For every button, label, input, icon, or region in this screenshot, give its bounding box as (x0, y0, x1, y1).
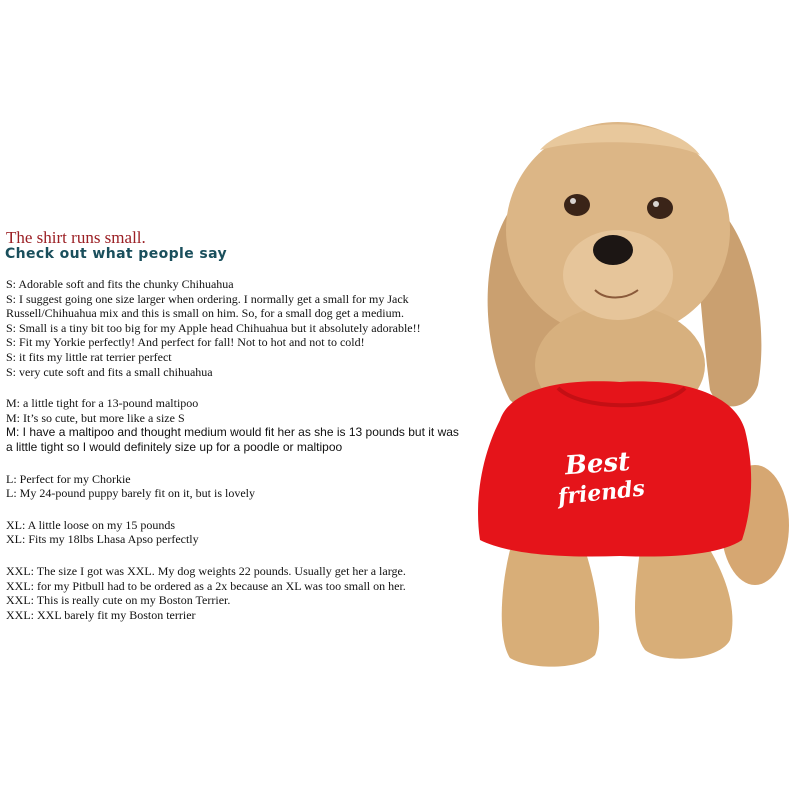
review-line: M: a little tight for a 13-pound maltipoo (6, 396, 199, 411)
dog-eye-highlight (653, 201, 659, 207)
review-line: XXL: XXL barely fit my Boston terrier (6, 607, 196, 622)
review-line: XXL: This is really cute on my Boston Terrier. (6, 593, 231, 608)
shirt-text-best: Best (563, 446, 632, 482)
review-line: L: Perfect for my Chorkie (6, 471, 131, 486)
shirt-text-friends: friends (556, 475, 647, 511)
dog-right-eye (647, 197, 673, 219)
review-line: S: Adorable soft and fits the chunky Chihuahua (6, 277, 234, 291)
review-line: a little tight so I would definitely size up for a poodle or maltipoo (6, 439, 343, 454)
review-line: S: very cute soft and fits a small chihuahua (6, 364, 213, 379)
reviews-list (6, 277, 494, 639)
dog-left-eye (564, 194, 590, 216)
review-line: XXL: for my Pitbull had to be ordered as a 2x because an XL was too small on her. (6, 578, 406, 593)
review-line: S: Small is a tiny bit too big for my Apple head Chihuahua but it absolutely adorable!! (6, 320, 421, 335)
review-line: M: I have a maltipoo and thought medium would fit her as she is 13 pounds but it was (6, 425, 459, 440)
review-line: L: My 24-pound puppy barely fit on it, but is lovely (6, 486, 255, 501)
review-line: M: It’s so cute, but more like a size S (6, 410, 185, 425)
subhead: Check out what people say (5, 246, 228, 262)
review-line: XL: Fits my 18lbs Lhasa Apso perfectly (6, 532, 199, 547)
review-line: S: it fits my little rat terrier perfect (6, 349, 172, 364)
review-line: XXL: The size I got was XXL. My dog weights 22 pounds. Usually get her a large. (6, 563, 406, 578)
review-group-xxl (6, 564, 494, 622)
review-group-l (6, 472, 494, 501)
dog-illustration (470, 110, 800, 690)
review-line: XL: A little loose on my 15 pounds (6, 517, 176, 532)
review-line: Russell/Chihuahua mix and this is small on him. So, for a small dog get a medium. (6, 306, 404, 321)
dog-left-front-leg (502, 550, 599, 667)
review-group-s (6, 277, 494, 379)
review-group-m (6, 396, 494, 454)
dog-nose (593, 235, 633, 265)
dog-photo (470, 110, 800, 690)
review-line: S: I suggest going one size larger when ordering. I normally get a small for my Jack (6, 291, 409, 306)
review-group-xl (6, 518, 494, 547)
review-line: S: Fit my Yorkie perfectly! And perfect for fall! Not to hot and not to cold! (6, 335, 365, 350)
dog-right-front-leg (635, 550, 732, 659)
headline: The shirt runs small. (6, 228, 146, 247)
dog-eye-highlight (570, 198, 576, 204)
